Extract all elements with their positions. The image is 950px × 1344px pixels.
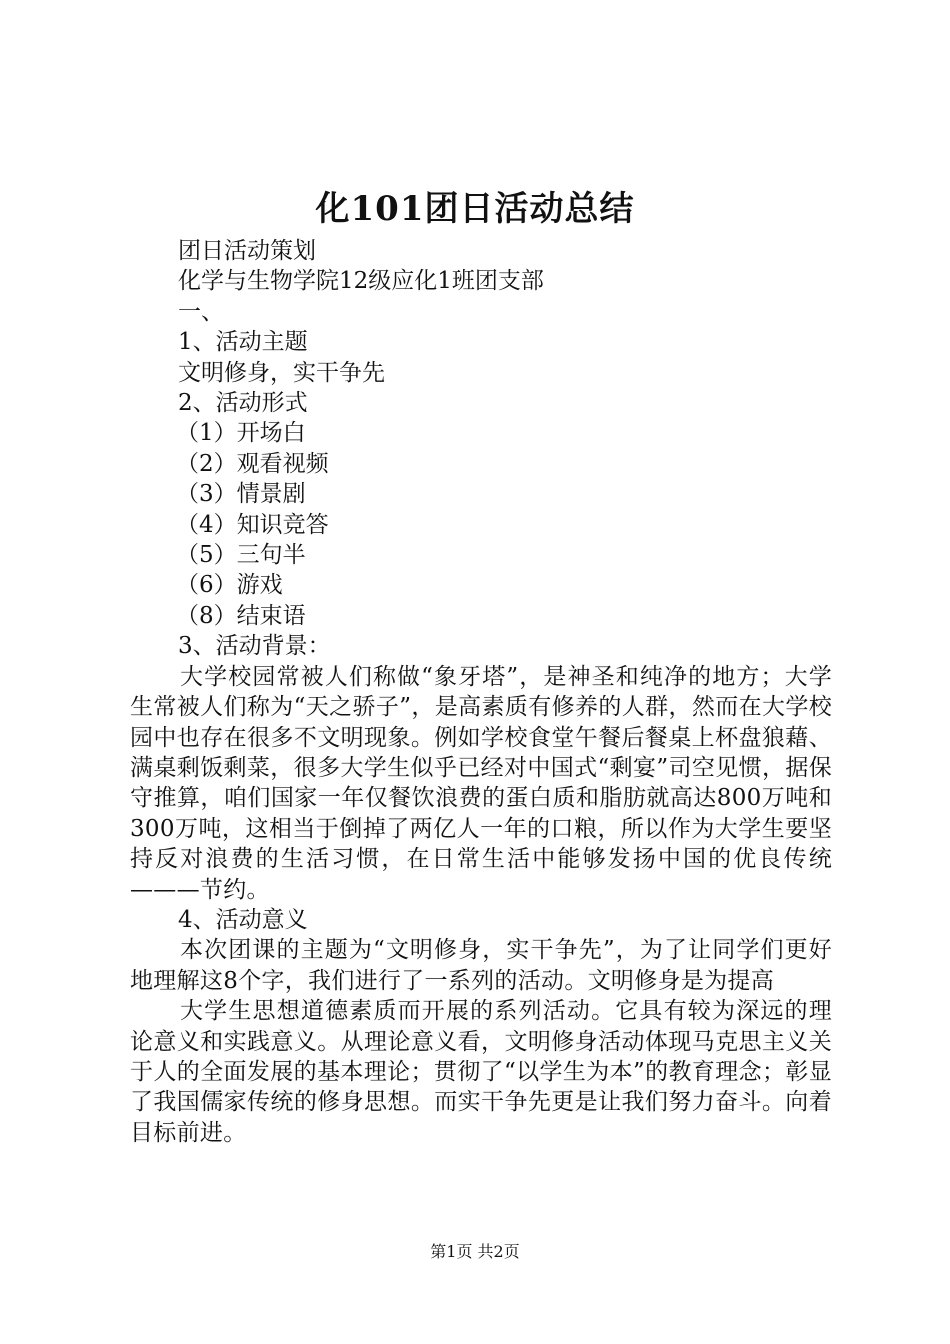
line-section-one: 一、	[178, 298, 224, 325]
paragraph-significance-2: 大学生思想道德素质而开展的系列活动。它具有较为深远的理论意义和实践意义。从理论意义看，文明修身活动体现马克思主义关于人的全面发展的基本理论；贯彻了“以学生为本”的教育理念；彰显了我国儒家传统的修身思想。而实干争先更是让我们努力奋斗。向着目标前进。	[130, 998, 832, 1146]
line-organizer: 化学与生物学院12级应化1班团支部	[178, 268, 544, 295]
document-title: 化101团日活动总结	[315, 189, 635, 229]
list-item: （5）三句半	[176, 542, 306, 569]
line-heading-format: 2、活动形式	[178, 390, 308, 417]
list-item: （4）知识竞答	[176, 511, 329, 538]
page-number-footer: 第1页 共2页	[430, 1242, 520, 1261]
list-item: （1）开场白	[176, 420, 306, 447]
paragraph-background: 大学校园常被人们称做“象牙塔”，是神圣和纯净的地方；大学生常被人们称为“天之骄子”，是高素质有修养的人群，然而在大学校园中也存在很多不文明现象。例如学校食堂午餐后餐桌上杯盘狼藉、满桌剩饭剩菜，很多大学生似乎已经对中国式“剩宴”司空见惯，据保守推算，咱们国家一年仅餐饮浪费的蛋白质和脂肪就高达800万吨和300万吨，这相当于倒掉了两亿人一年的口粮，所以作为大学生要坚持反对浪费的生活习惯，在日常生活中能够发扬中国的优良传统———节约。	[130, 663, 832, 903]
line-heading-background: 3、活动背景：	[178, 633, 331, 660]
paragraph-significance-1: 本次团课的主题为“文明修身，实干争先”，为了让同学们更好地理解这8个字，我们进行了一系列的活动。文明修身是为提高	[130, 937, 832, 994]
list-item: （8）结束语	[176, 602, 306, 629]
line-heading-significance: 4、活动意义	[178, 906, 308, 933]
line-plan-title: 团日活动策划	[178, 238, 316, 264]
document-body	[130, 236, 832, 1148]
list-item: （6）游戏	[176, 572, 283, 599]
list-item: （2）观看视频	[176, 450, 329, 477]
line-heading-theme: 1、活动主题	[178, 329, 308, 356]
list-item: （3）情景剧	[176, 481, 306, 508]
line-theme-text: 文明修身，实干争先	[178, 359, 385, 386]
